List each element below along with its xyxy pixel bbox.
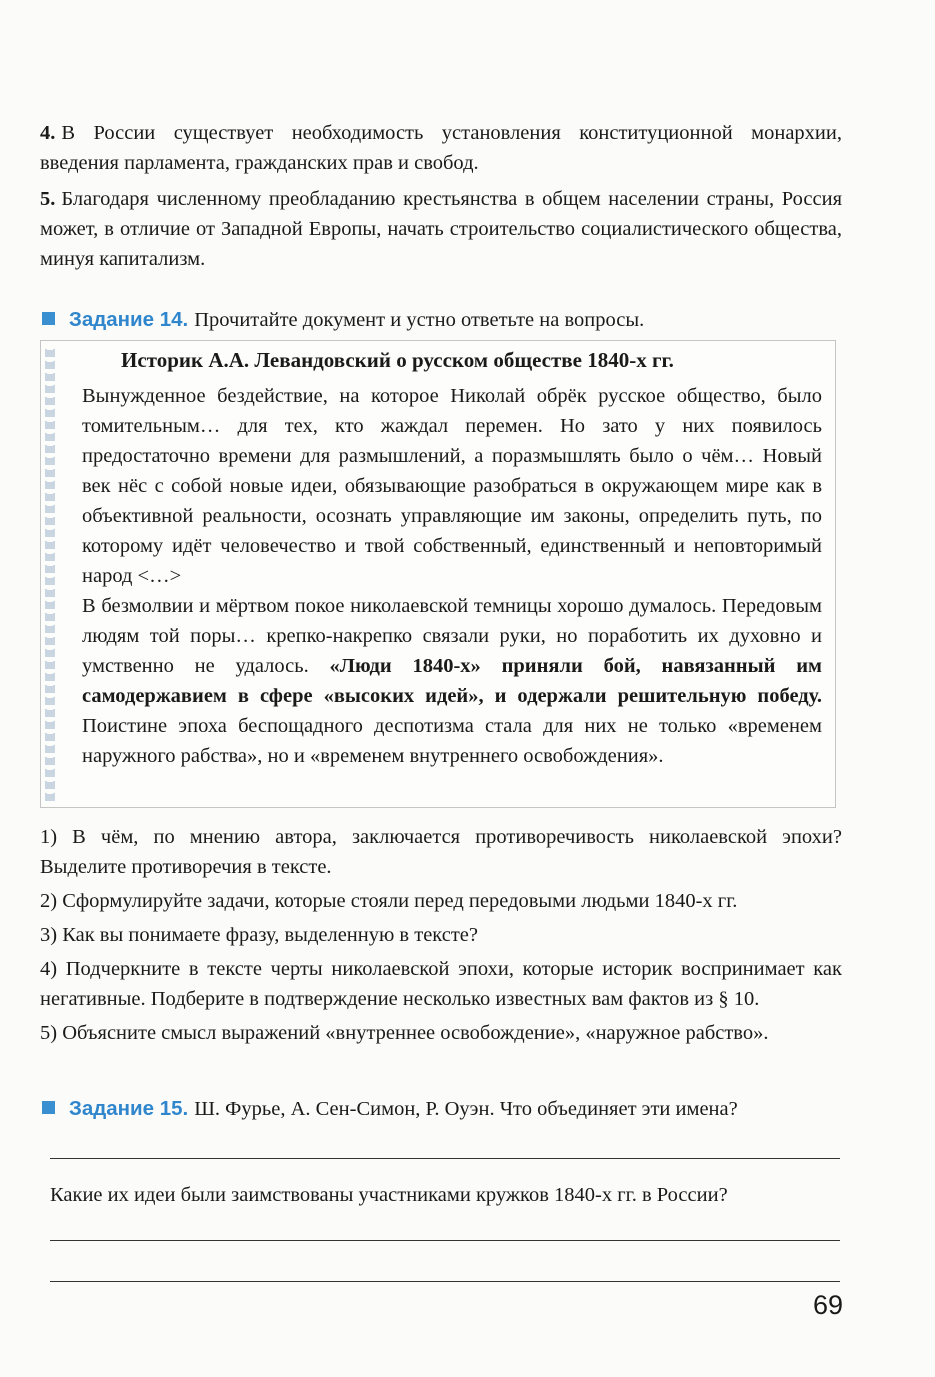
document-title: Историк А.А. Левандовский о русском обществе 1840-х гг. — [121, 348, 674, 372]
document-paragraph: В безмолвии и мёртвом покое николаевской темницы хорошо думалось. Передовым людям той поры… крепко-накрепко связали руки, но поработить их духовно и умственно не удалось. «Люди 1840-х» приняли бой, навязанный им самодержавием в сфере «высоких идей», и одержали решительную победу. Поистине эпоха беспощадного деспотизма стала для них не только «временем наружного рабства», но и «временем внутреннего освобождения». — [82, 595, 822, 767]
question-item: 4) Подчеркните в тексте черты николаевской эпохи, которые историк воспринимает как негативные. Подберите в подтверждение несколько известных вам фактов из § 10. — [40, 958, 842, 1010]
questions-list — [40, 822, 842, 1052]
question-item: 1) В чём, по мнению автора, заключается противоречивость николаевской эпохи? Выделите противоречия в тексте. — [40, 826, 842, 878]
answer-line[interactable] — [50, 1281, 840, 1282]
highlighted-phrase: «Люди 1840-х» приняли бой, навязанный им самодержавием в сфере «высоких идей», и одержали решительную победу. — [82, 655, 822, 707]
list-item: 5. Благодаря численному преобладанию крестьянства в общем населении страны, Россия может, в отличие от Западной Европы, начать строительство социалистического общества, минуя капитализм. — [40, 188, 842, 270]
question-item: 3) Как вы понимаете фразу, выделенную в тексте? — [40, 924, 478, 946]
task-15-heading: Задание 15. Ш. Фурье, А. Сен-Симон, Р. Оуэн. Что объединяет эти имена? — [42, 1094, 738, 1124]
answer-line[interactable] — [50, 1158, 840, 1159]
page-number: 69 — [813, 1290, 844, 1320]
list-item: 4. В России существует необходимость установления конституционной монархии, введения парламента, гражданских прав и свобод. — [40, 122, 842, 174]
answer-line[interactable] — [50, 1240, 840, 1241]
document-paragraph: Вынужденное бездействие, на которое Николай обрёк русское общество, было томительным… для тех, кто жаждал перемен. Но зато у них появилось предостаточно времени для размышлений, а поразмышлять было о чём… Новый век нёс с собой новые идеи, обязывающие разобраться в окружающем мире как в объективной реальности, осознать управляющие им законы, определить путь, по которому идёт человечество и твой собственный, единственный и неповторимый народ <…> — [82, 385, 822, 587]
question-item: 5) Объясните смысл выражений «внутреннее освобождение», «наружное рабство». — [40, 1022, 769, 1044]
task-square-icon — [42, 1101, 55, 1114]
task-14-heading: Задание 14. Прочитайте документ и устно ответьте на вопросы. — [42, 305, 644, 335]
task-15-followup: Какие их идеи были заимствованы участниками кружков 1840-х гг. в России? — [50, 1184, 728, 1206]
question-item: 2) Сформулируйте задачи, которые стояли перед передовыми людьми 1840-х гг. — [40, 890, 738, 912]
document-box — [40, 340, 836, 808]
task-square-icon — [42, 312, 55, 325]
document-text — [82, 381, 822, 771]
preceding-items-list — [40, 118, 842, 280]
dotted-border-decoration — [45, 349, 55, 803]
